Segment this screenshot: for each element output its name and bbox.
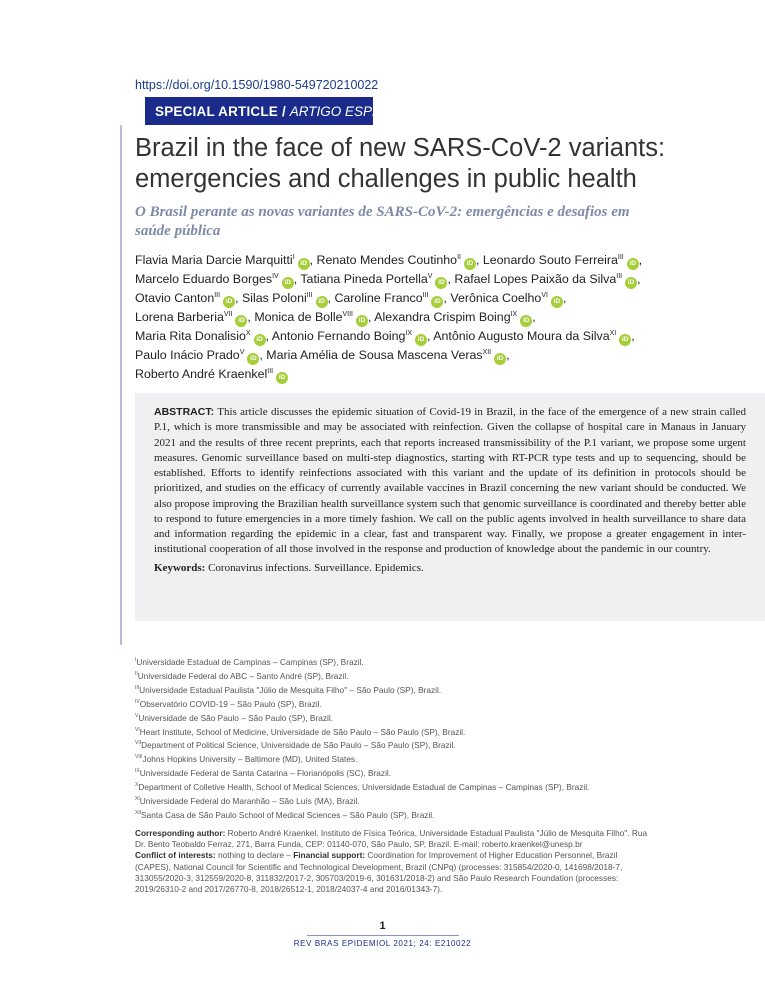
affiliation-text: Universidade Federal de Santa Catarina – Florianópolis (SC), Brazil.	[139, 768, 392, 779]
author-affiliation-mark: VI	[541, 291, 548, 299]
affiliation-text: Johns Hopkins University – Baltimore (MD), United States.	[142, 754, 358, 765]
author-affiliation-mark: III	[616, 272, 623, 280]
affiliation-item	[135, 795, 650, 809]
author-name: Otavio Canton	[135, 291, 215, 305]
author-name: Maria Amélia de Sousa Mascena Veras	[266, 348, 483, 362]
orcid-icon[interactable]: iD	[415, 334, 427, 346]
author	[483, 253, 642, 267]
author-affiliation-mark: III	[214, 291, 221, 299]
affiliation-item	[135, 684, 650, 698]
affiliation-item	[135, 753, 650, 767]
author-separator: ,	[506, 348, 510, 362]
doi-link[interactable]: https://doi.org/10.1590/1980-549720210022	[135, 78, 379, 92]
article-type-en: SPECIAL ARTICLE	[155, 103, 279, 119]
author-name: Flavia Maria Darcie Marquitti	[135, 253, 293, 267]
author	[135, 329, 269, 343]
footer-rule	[307, 935, 459, 936]
affiliation-text: Universidade de São Paulo – São Paulo (SP), Brazil.	[138, 712, 333, 723]
author-separator: ,	[259, 348, 263, 362]
affiliation-text: Universidade Federal do Maranhão – São Luís (MA), Brazil.	[139, 796, 360, 807]
affiliation-text: Universidade Estadual Paulista "Júlio de Mesquita Filho" – São Paulo (SP), Brazil.	[139, 684, 442, 695]
author-name: Rafael Lopes Paixão da Silva	[454, 272, 617, 286]
orcid-icon[interactable]: iD	[298, 258, 310, 270]
author-separator: ,	[475, 253, 480, 267]
article-title: Brazil in the face of new SARS-CoV-2 variants: emergencies and challenges in public health	[135, 134, 666, 193]
author-name: Verônica Coelho	[450, 291, 542, 305]
orcid-icon[interactable]: iD	[356, 315, 368, 327]
affiliation-item	[135, 809, 650, 823]
author-affiliation-mark: IV	[272, 272, 279, 280]
author-separator: ,	[247, 310, 251, 324]
affiliation-text: Department of Political Science, Universidade de São Paulo – São Paulo (SP), Brazil.	[141, 740, 456, 751]
orcid-icon[interactable]: iD	[316, 296, 328, 308]
orcid-icon[interactable]: iD	[627, 258, 639, 270]
author	[135, 253, 313, 267]
orcid-icon[interactable]: iD	[223, 296, 235, 308]
author-name: Lorena Barberia	[135, 310, 224, 324]
author-separator: ,	[368, 310, 372, 324]
author	[450, 291, 566, 305]
author-affiliation-mark: III	[617, 253, 624, 261]
page-number: 1	[379, 920, 386, 932]
author-affiliation-mark: IX	[510, 310, 518, 318]
author-affiliation-mark: VIII	[342, 310, 354, 318]
author-affiliation-mark: II	[457, 253, 461, 261]
author	[266, 348, 509, 362]
article-subtitle: O Brasil perante as novas variantes de SARS-CoV-2: emergências e desafios em saúde pública	[135, 204, 630, 239]
author-affiliation-mark: III	[267, 367, 274, 375]
author-separator: ,	[327, 291, 332, 305]
author-separator: ,	[631, 329, 635, 343]
orcid-icon[interactable]: iD	[464, 258, 476, 270]
author-name: Tatiana Pineda Portella	[300, 272, 428, 286]
affiliation-text: Heart Institute, School of Medicine, Universidade de São Paulo – São Paulo (SP), Brazil.	[139, 726, 466, 737]
margin-rule	[120, 125, 122, 645]
affiliation-text: Santa Casa de São Paulo School of Medical Sciences – São Paulo (SP), Brazil.	[141, 809, 435, 820]
corresponding-label: Corresponding author:	[135, 828, 226, 838]
author	[135, 291, 239, 305]
author-separator: ,	[638, 253, 643, 267]
keywords	[154, 561, 749, 576]
author-separator: ,	[427, 329, 431, 343]
author	[135, 272, 297, 286]
abstract	[154, 405, 746, 558]
author-name: Caroline Franco	[334, 291, 423, 305]
article-type-separator: /	[282, 103, 286, 119]
orcid-icon[interactable]: iD	[520, 315, 532, 327]
affiliation-item	[135, 656, 650, 670]
affiliation-text: Universidade Federal do ABC – Santo André (SP), Brazil.	[137, 670, 349, 681]
article-type-band	[145, 97, 412, 125]
affiliation-mark: I	[135, 657, 137, 664]
affiliation-mark: III	[135, 685, 140, 692]
author-separator: ,	[443, 291, 447, 305]
journal-footer: REV BRAS EPIDEMIOL 2021; 24: E210022	[293, 939, 472, 948]
author-separator: ,	[447, 272, 451, 286]
affiliation-text: Universidade Estadual de Campinas – Campinas (SP), Brazil.	[136, 657, 364, 667]
abstract-label: ABSTRACT:	[154, 406, 215, 418]
author-affiliation-mark: V	[239, 348, 245, 356]
affiliation-mark: XI	[135, 796, 140, 803]
author-affiliation-mark: IX	[405, 329, 413, 337]
affiliation-mark: II	[135, 671, 138, 678]
author-separator: ,	[309, 253, 314, 267]
author	[300, 272, 451, 286]
author	[374, 310, 535, 324]
corresponding-author	[135, 828, 650, 850]
author	[272, 329, 431, 343]
author-name: Renato Mendes Coutinho	[316, 253, 458, 267]
author	[317, 253, 480, 267]
orcid-icon[interactable]: iD	[619, 334, 631, 346]
author-name: Antonio Fernando Boing	[271, 329, 406, 343]
affiliation-item	[135, 739, 650, 753]
affiliation-item	[135, 698, 650, 712]
abstract-box	[135, 393, 765, 621]
orcid-icon[interactable]: iD	[431, 296, 443, 308]
author-affiliation-mark: X	[245, 329, 251, 337]
affiliation-item	[135, 781, 650, 795]
author-separator: ,	[637, 272, 641, 286]
author	[135, 310, 251, 324]
author-name: Monica de Bolle	[254, 310, 343, 324]
affiliation-mark: VII	[135, 740, 142, 747]
affiliation-text: Observatório COVID-19 – São Paulo (SP), Brazil.	[139, 698, 322, 709]
affiliation-item	[135, 726, 650, 740]
author-separator: ,	[532, 310, 536, 324]
conflict-label: Conflict of interests:	[135, 850, 216, 861]
author	[433, 329, 634, 343]
affiliation-mark: VI	[135, 726, 140, 733]
orcid-icon[interactable]: iD	[625, 277, 637, 289]
orcid-icon[interactable]: iD	[235, 315, 247, 327]
affiliation-list	[135, 656, 650, 823]
conflict-text: nothing to declare –	[217, 850, 291, 861]
affiliation-item	[135, 712, 650, 726]
orcid-icon[interactable]: iD	[494, 353, 506, 365]
author-name: Maria Rita Donalisio	[135, 329, 246, 343]
conflict-funding	[135, 850, 650, 895]
orcid-icon[interactable]: iD	[435, 277, 447, 289]
funding-label: Financial support:	[293, 850, 366, 861]
affiliation-text: Department of Colletive Health, School of Medical Sciences, Universidade Estadual de Campinas – Campinas (SP), Brazil.	[138, 782, 590, 793]
article-type-pt: ARTIGO ESPECIAL	[289, 103, 412, 119]
author	[454, 272, 640, 286]
keywords-label: Keywords:	[154, 561, 206, 574]
author-name: Silas Poloni	[241, 291, 307, 305]
author-affiliation-mark: III	[306, 291, 313, 299]
author	[135, 348, 263, 362]
author-name: Paulo Inácio Prado	[135, 348, 240, 362]
orcid-icon[interactable]: iD	[551, 296, 563, 308]
abstract-text: This article discusses the epidemic situation of Covid-19 in Brazil, in the face of the emergence of a new strain called P.1, which is more transmissible and may be associated with reinfection. Given the collapse of hospital care in Manaus in January 2021 and the results of three recent preprints, each that reports increased transmissibility of the P.1 variant, we propose some urgent measures. Genomic surveillance based on multi-step diagnostics, starting with RT-PCR type tests and up to sequencing, should be established. Efforts to identify reinfections associated with this variant and the update of its definition in protocols should be prioritized, and studies on the efficacy of currently available vaccines in Brazil concerning the new variant should be conducted. We also propose improving the Brazilian health surveillance system such that genomic surveillance is coordinated and thereby better able to respond to future emergencies in a more timely fashion. We call on the public agents involved in health surveillance to share data and information regarding the epidemic in a clear, fast and transparent way. Finally, we propose a greater engagement in inter-institutional cooperation of all those involved in the response and production of knowledge about the pandemic in our country.	[154, 406, 746, 556]
affiliation-mark: IV	[135, 698, 140, 705]
author	[254, 310, 371, 324]
author-separator: ,	[562, 291, 567, 305]
affiliation-item	[135, 767, 650, 781]
keywords-text: Coronavirus infections. Surveillance. Epidemics.	[208, 561, 424, 574]
author-name: Antônio Augusto Moura da Silva	[433, 329, 610, 343]
author-separator: ,	[235, 291, 239, 305]
affiliation-mark: IX	[135, 768, 140, 775]
affiliation-mark: V	[135, 712, 139, 719]
author	[135, 367, 288, 381]
affiliation-mark: XII	[135, 810, 142, 817]
author-affiliation-mark: I	[292, 253, 295, 261]
author	[242, 291, 331, 305]
author-affiliation-mark: VII	[223, 310, 233, 318]
correspondence-block	[135, 828, 650, 895]
affiliation-mark: VIII	[135, 754, 143, 761]
orcid-icon[interactable]: iD	[276, 372, 288, 384]
author-affiliation-mark: XII	[482, 348, 492, 356]
author-list	[135, 251, 655, 384]
author-affiliation-mark: XI	[609, 329, 617, 337]
funding-text: Coordination for Improvement of Higher Education Personnel, Brazil (CAPES), National Council for Scientific and Technological Development, Brazil (CNPq) (processes: 315854/2020-0, 141698/2018-7, 313055/2020-3, 312559/2020-8, 311832/2017-2, 305703/2019-6, 301631/2018-2) and São Paulo Research Foundation (processes: 2019/26310-2 and 2017/26770-8, 2018/26512-1, 2018/24037-4 and 2016/01343-7).	[135, 850, 623, 895]
author-separator: ,	[265, 329, 269, 343]
orcid-icon[interactable]: iD	[282, 277, 294, 289]
author-name: Roberto André Kraenkel	[135, 367, 268, 381]
author-name: Leonardo Souto Ferreira	[482, 253, 618, 267]
author-name: Alexandra Crispim Boing	[374, 310, 511, 324]
author-separator: ,	[293, 272, 298, 286]
orcid-icon[interactable]: iD	[247, 353, 259, 365]
author-name: Marcelo Eduardo Borges	[135, 272, 273, 286]
orcid-icon[interactable]: iD	[254, 334, 266, 346]
author	[334, 291, 446, 305]
affiliation-item	[135, 670, 650, 684]
author-affiliation-mark: III	[422, 291, 429, 299]
affiliation-mark: X	[135, 782, 139, 789]
author-affiliation-mark: V	[427, 272, 433, 280]
corresponding-text: Roberto André Kraenkel. Instituto de Física Teórica, Universidade Estadual Paulista "Júlio de Mesquita Filho". Rua Dr. Bento Teobaldo Ferraz, 271, Barra Funda, CEP: 01140-070, São Paulo, SP, Brazil. E-mail: roberto.kraenkel@unesp.br	[135, 828, 648, 850]
